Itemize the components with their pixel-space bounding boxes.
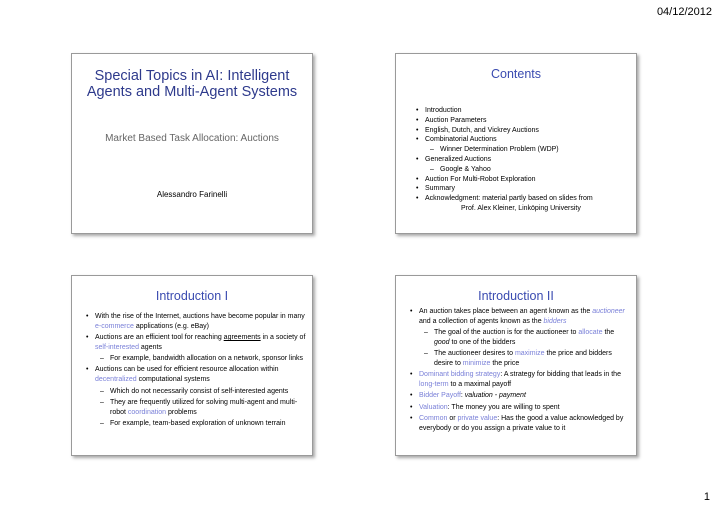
text: the price — [490, 359, 520, 367]
list-item: • English, Dutch, and Vickrey Auctions — [416, 126, 630, 136]
text: in a society of — [260, 334, 306, 342]
intro2-list — [410, 307, 630, 435]
highlight-text: Valuation — [419, 403, 448, 411]
slide-introduction-1[interactable] — [71, 275, 313, 456]
list-item: Prof. Alex Kleiner, Linköping University — [461, 204, 581, 212]
highlight-text: bidders — [543, 317, 567, 325]
list-item: • Generalized Auctions — [416, 155, 630, 165]
slide-subtitle: Market Based Task Allocation: Auctions — [105, 133, 279, 144]
highlight-text: coordination — [127, 408, 167, 416]
highlight-text: Dominant bidding strategy — [419, 371, 501, 379]
text: computational systems — [136, 376, 210, 384]
slide-introduction-2[interactable] — [395, 275, 637, 456]
list-item — [410, 370, 630, 390]
list-item: – Google & Yahoo — [416, 165, 630, 175]
text: Auctions can be used for efficient resource allocation within — [95, 366, 279, 374]
list-item: • Auction Parameters — [416, 116, 630, 126]
text: The auctioneer desires to — [434, 350, 515, 358]
list-item: – Which do not necessarily consist of self-interested agents — [86, 387, 306, 397]
page-date: 04/12/2012 — [656, 6, 712, 18]
text: Auctions are an efficient tool for reaching — [95, 334, 224, 342]
text: : Has the good a value acknowledged by everybody or do you assign a private value to it — [419, 414, 624, 432]
intro1-list — [86, 312, 306, 430]
list-item — [86, 365, 306, 385]
list-item — [410, 349, 630, 369]
text: The goal of the auction is for the auctioneer to — [434, 329, 579, 337]
contents-list — [416, 106, 630, 214]
text: and a collection of agents known as the — [419, 317, 544, 325]
list-item — [410, 307, 630, 327]
slide-title[interactable] — [71, 53, 313, 234]
italic-text: valuation - payment — [464, 392, 526, 400]
highlight-text: minimize — [462, 359, 491, 367]
text: With the rise of the Internet, auctions have become popular in many — [95, 313, 305, 320]
list-item: – For example, bandwidth allocation on a network, sponsor links — [86, 354, 306, 364]
list-item: • Summary — [416, 184, 630, 194]
text: An auction takes place between an agent known as the — [419, 308, 593, 315]
list-item — [86, 312, 306, 332]
italic-text: good — [434, 338, 450, 346]
list-item: – For example, team-based exploration of unknown terrain — [86, 419, 306, 429]
list-item — [86, 333, 306, 353]
text: the — [602, 329, 615, 337]
highlight-text: allocate — [578, 329, 603, 337]
page-number: 1 — [703, 491, 710, 503]
list-item — [86, 398, 306, 418]
highlight-text: e-commerce — [95, 322, 134, 330]
list-item — [410, 403, 630, 413]
list-item: – Winner Determination Problem (WDP) — [416, 145, 630, 155]
text: to one of the bidders — [449, 338, 516, 346]
underlined-text: agreements — [223, 334, 261, 342]
text: to a maximal payoff — [448, 381, 512, 389]
slide-intro2-heading: Introduction II — [478, 289, 554, 303]
text: the price and bidders desire to — [434, 350, 612, 367]
highlight-text: decentralized — [95, 376, 137, 384]
highlight-text: auctioneer — [592, 308, 625, 315]
list-item: • Introduction — [416, 106, 630, 116]
list-item — [410, 328, 630, 348]
list-item: • Acknowledgment: material partly based on slides from — [416, 194, 630, 204]
list-item — [410, 414, 630, 434]
text: : — [460, 392, 465, 400]
text: They are frequently utilized for solving multi-agent and multi-robot — [110, 398, 298, 416]
highlight-text: self-interested — [95, 343, 139, 351]
highlight-text: Common — [419, 414, 448, 422]
text: : The money you are willing to spent — [447, 403, 560, 411]
text: : A strategy for bidding that leads in the — [500, 371, 621, 379]
list-item — [410, 391, 630, 401]
highlight-text: maximize — [514, 350, 545, 358]
text: or — [447, 414, 458, 422]
slide-contents[interactable] — [395, 53, 637, 234]
slide-intro1-heading: Introduction I — [155, 289, 229, 303]
highlight-text: long-term — [419, 381, 449, 389]
slide-title-heading: Special Topics in AI: Intelligent Agents and Multi-Agent Systems — [86, 68, 298, 100]
text: agents — [138, 343, 162, 351]
list-item: • Combinatorial Auctions — [416, 135, 630, 145]
text: problems — [166, 408, 197, 416]
highlight-text: private value — [457, 414, 498, 422]
slide-author: Alessandro Farinelli — [156, 190, 228, 199]
list-item: • Auction For Multi-Robot Exploration — [416, 175, 630, 185]
text: applications (e.g. eBay) — [133, 322, 210, 330]
highlight-text: Bidder Payoff — [419, 392, 461, 400]
slide-contents-heading: Contents — [490, 67, 542, 81]
